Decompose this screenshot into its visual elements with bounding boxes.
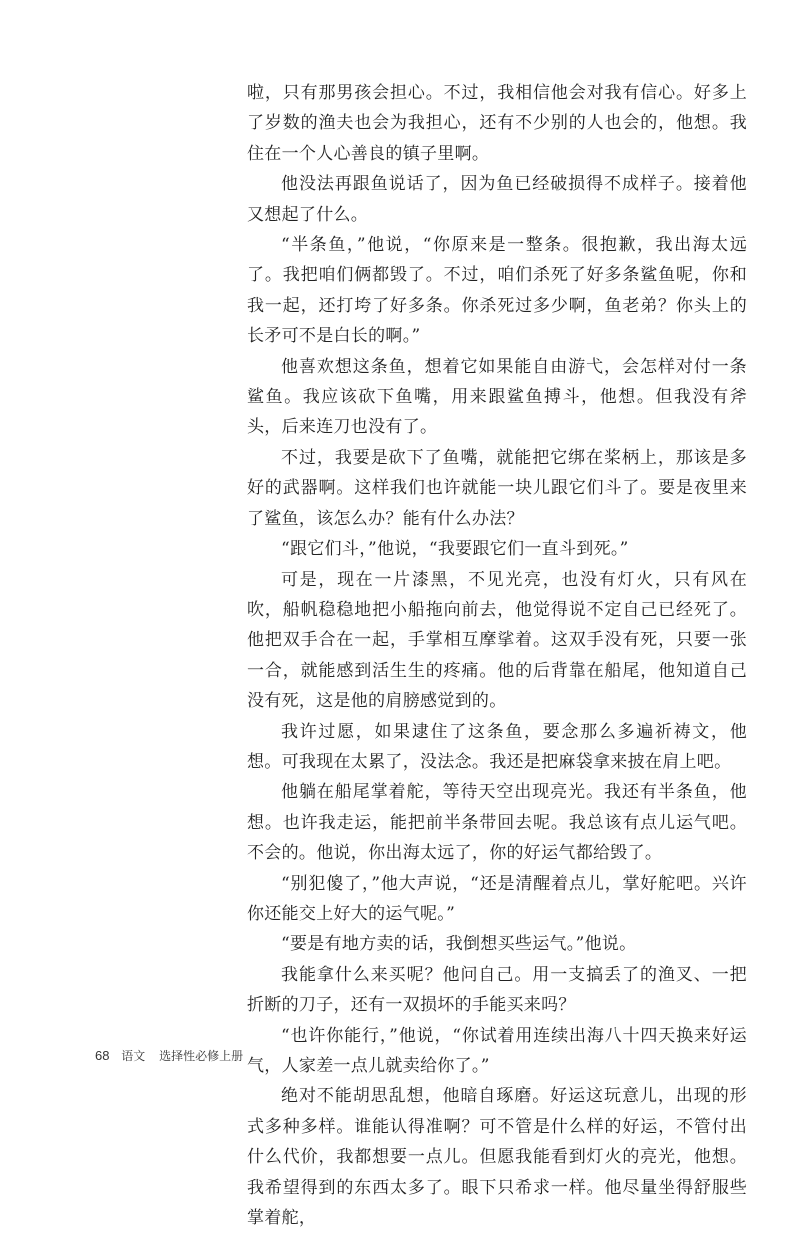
paragraph: 绝对不能胡思乱想，他暗自琢磨。好运这玩意儿，出现的形式多种多样。谁能认得准啊？可不管是什么样的好运，不管付出什么代价，我都想要一点儿。但愿我能看到灯火的亮光，他想。我希望得到的东西太多了。眼下只希求一样。他尽量坐得舒服些掌着舵， (247, 1086, 747, 1229)
paragraph: “别犯傻了，”他大声说，“还是清醒着点儿，掌好舵吧。兴许你还能交上好大的运气呢。” (247, 873, 747, 924)
paragraph: 他躺在船尾掌着舵，等待天空出现亮光。我还有半条鱼，他想。也许我走运，能把前半条带回去呢。我总该有点儿运气吧。不会的。他说，你出海太远了，你的好运气都给毁了。 (247, 782, 747, 864)
paragraph: 他喜欢想这条鱼，想着它如果能自由游弋，会怎样对付一条鲨鱼。我应该砍下鱼嘴，用来跟鲨鱼搏斗，他想。但我没有斧头，后来连刀也没有了。 (247, 356, 747, 438)
page-footer (95, 1048, 243, 1064)
paragraph: 我能拿什么来买呢？他问自己。用一支搞丢了的渔叉、一把折断的刀子，还有一双损坏的手能买来吗？ (247, 964, 747, 1016)
paragraph: 我许过愿，如果逮住了这条鱼，要念那么多遍祈祷文，他想。可我现在太累了，没法念。我还是把麻袋拿来披在肩上吧。 (247, 721, 747, 772)
paragraph: “也许你能行，”他说，“你试着用连续出海八十四天换来好运气，人家差一点儿就卖给你了。” (247, 1025, 747, 1076)
paragraph: 他没法再跟鱼说话了，因为鱼已经破损得不成样子。接着他又想起了什么。 (247, 174, 747, 225)
paragraph: “跟它们斗，”他说，“我要跟它们一直斗到死。” (281, 539, 629, 560)
paragraph: 可是，现在一片漆黑，不见光亮，也没有灯火，只有风在吹，船帆稳稳地把小船拖向前去，他觉得说不定自己已经死了。他把双手合在一起，手掌相互摩挲着。这双手没有死，只要一张一合，就能感到活生生的疼痛。他的后背靠在船尾，他知道自己没有死，这是他的肩膀感觉到的。 (247, 569, 747, 712)
page-number: 68 (95, 1048, 110, 1063)
body-text (247, 78, 747, 1233)
paragraph: “要是有地方卖的话，我倒想买些运气。”他说。 (281, 934, 637, 955)
book-subject: 语文 (121, 1049, 146, 1063)
paragraph-continued: 啦，只有那男孩会担心。不过，我相信他会对我有信心。好多上了岁数的渔夫也会为我担心，还有不少别的人也会的，他想。我住在一个人心善良的镇子里啊。 (247, 83, 747, 164)
paragraph: “半条鱼，”他说，“你原来是一整条。很抱歉，我出海太远了。我把咱们俩都毁了。不过，咱们杀死了好多条鲨鱼呢，你和我一起，还打垮了好多条。你杀死过多少啊，鱼老弟？你头上的长矛可不是白长的啊。” (247, 235, 747, 347)
paragraph: 不过，我要是砍下了鱼嘴，就能把它绑在桨柄上，那该是多好的武器啊。这样我们也许就能一块儿跟它们斗了。要是夜里来了鲨鱼，该怎么办？能有什么办法？ (247, 447, 747, 529)
book-volume: 选择性必修上册 (159, 1049, 244, 1063)
